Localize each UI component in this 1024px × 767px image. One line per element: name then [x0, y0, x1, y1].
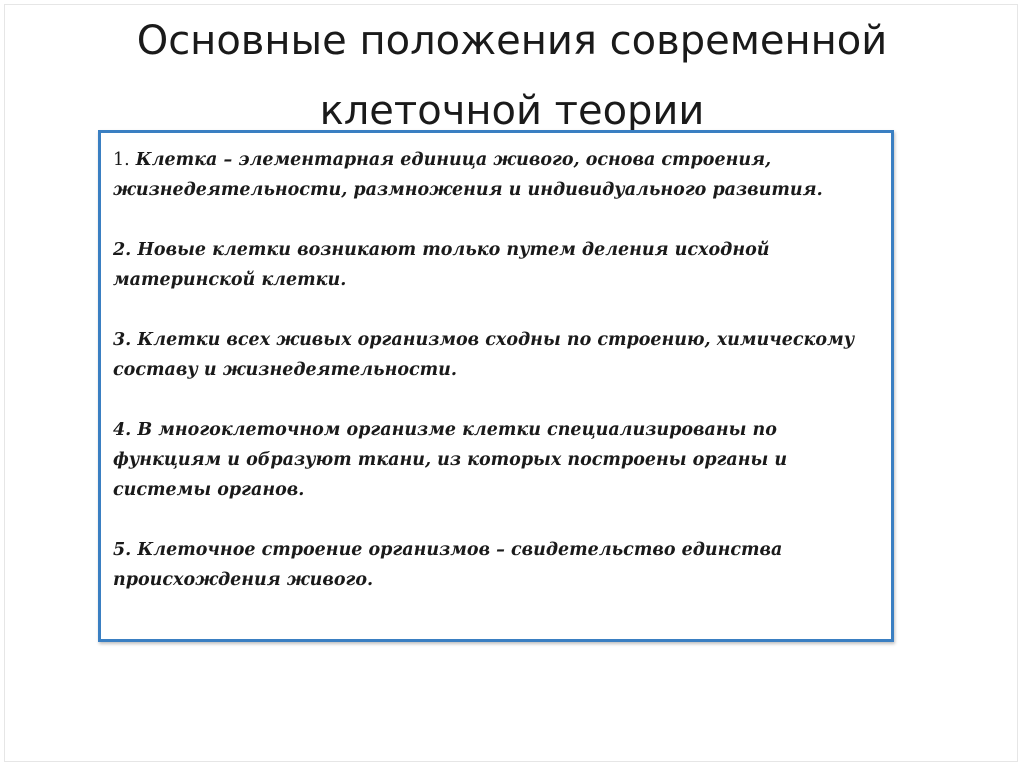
theory-point-4: [113, 415, 879, 505]
theory-point-2: [113, 235, 879, 295]
theory-point-5: [113, 535, 879, 595]
point-text: В многоклеточном организме клетки специализированы по функциям и образуют ткани, из которых построены органы и системы органов.: [113, 420, 788, 500]
point-text: Клеточное строение организмов – свидетельство единства происхождения живого.: [113, 540, 783, 590]
point-number: 4.: [113, 420, 132, 440]
point-text: Клетка – элементарная единица живого, основа строения, жизнедеятельности, размножения и индивидуального развития.: [113, 150, 823, 200]
point-number: 5.: [113, 540, 132, 560]
title-line-2: клеточной теории: [319, 88, 705, 134]
title-line-1: Основные положения современной: [136, 18, 888, 64]
theory-points-box: [98, 130, 894, 642]
point-number: 1.: [113, 150, 130, 170]
theory-point-1: [113, 145, 879, 205]
theory-point-3: [113, 325, 879, 385]
point-text: Клетки всех живых организмов сходны по строению, химическому составу и жизнедеятельности.: [113, 330, 855, 380]
slide-title: [40, 6, 984, 146]
point-number: 2.: [113, 240, 132, 260]
point-text: Новые клетки возникают только путем деления исходной материнской клетки.: [113, 240, 770, 290]
point-number: 3.: [113, 330, 132, 350]
